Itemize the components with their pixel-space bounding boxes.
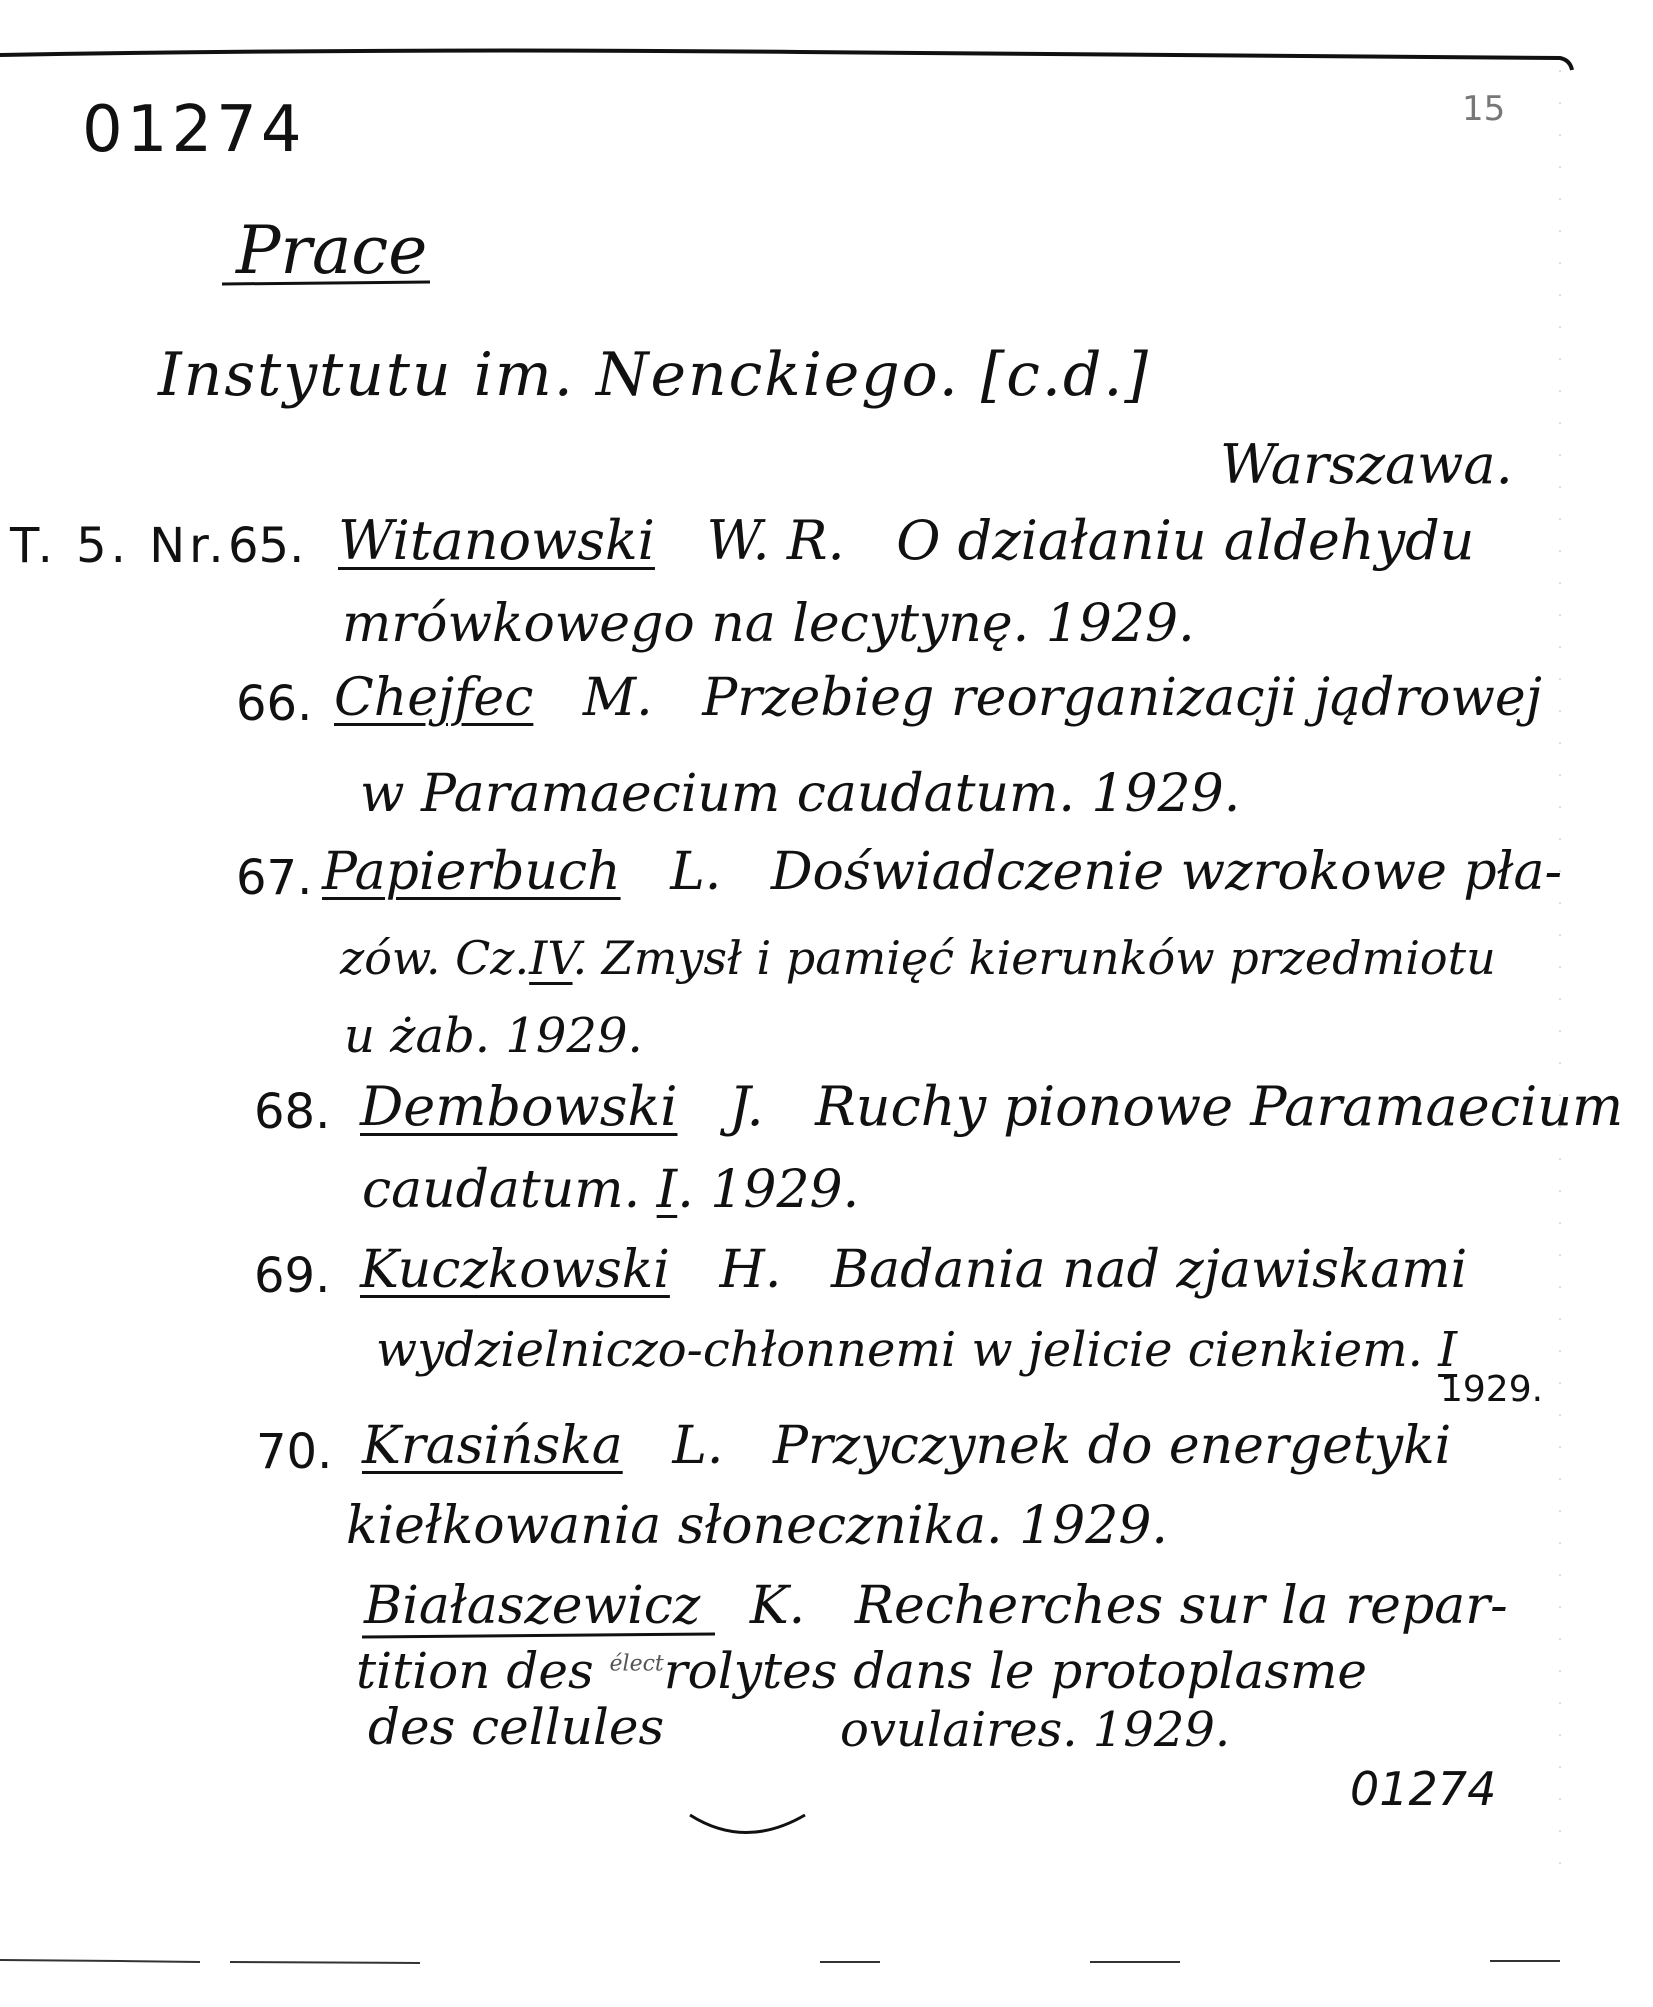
entry-initials: W. R. <box>706 509 845 572</box>
entry-number: 68. <box>254 1084 331 1140</box>
entry-number: 69. <box>254 1248 331 1304</box>
entry-title-line2: mrówkowego na lecytynę. 1929. <box>342 594 1195 654</box>
entry-line <box>362 1416 1452 1476</box>
entry-initials: H. <box>719 1240 782 1300</box>
card-title: Prace <box>236 212 428 289</box>
entry-title-line1: Przyczynek do energetyki <box>772 1416 1452 1476</box>
entry-line <box>322 842 1563 902</box>
entry-line <box>338 509 1475 572</box>
entry-part: IV <box>529 931 573 985</box>
entry-year: 1929. <box>1440 1369 1544 1410</box>
entry-author: Krasińska <box>362 1416 623 1476</box>
entry-title-line2: w Paramaecium caudatum. 1929. <box>360 764 1241 824</box>
entry-title-line1: Przebieg reorganizacji jądrowej <box>702 668 1542 728</box>
entry-title-line1: O działaniu aldehydu <box>896 509 1475 572</box>
entry-title-line2 <box>376 1322 1458 1378</box>
entry-title-line2-rest: . 1929. <box>677 1160 860 1220</box>
entry-initials: K. <box>749 1576 806 1636</box>
entry-title-line3-a: des cellules <box>368 1698 665 1756</box>
entry-line <box>334 668 1542 728</box>
entry-title-line2-rest: . Zmysł i pamięć kierunków przedmiotu <box>572 931 1496 985</box>
entry-line <box>360 1240 1468 1300</box>
entry-line <box>360 1075 1624 1138</box>
entry-author: Dembowski <box>360 1075 678 1138</box>
entry-author: Papierbuch <box>322 842 621 902</box>
entry-number: 70. <box>256 1424 333 1480</box>
entry-title-line2 <box>340 931 1496 985</box>
entry-number: 66. <box>236 676 313 732</box>
entry-title-line2 <box>356 1642 1367 1700</box>
entry-initials: J. <box>728 1075 764 1138</box>
entry-line <box>364 1576 1508 1636</box>
entry-title-line2-b: rolytes dans le protoplasme <box>663 1642 1367 1700</box>
entry-title-line2: kiełkowania słonecznika. 1929. <box>346 1496 1168 1556</box>
series-label: T. 5. Nr. <box>10 518 228 574</box>
entry-part: I <box>656 1160 678 1220</box>
entry-insertion: élect <box>609 1651 664 1677</box>
entry-title-line3-b: ovulaires. 1929. <box>840 1702 1231 1758</box>
card-number-bottom: 01274 <box>1350 1762 1497 1816</box>
entry-initials: M. <box>582 668 653 728</box>
entry-author: Chejfec <box>334 668 534 728</box>
entry-initials: L. <box>672 1416 724 1476</box>
entry-author: Kuczkowski <box>360 1240 670 1300</box>
entry-title-line2-a: tition des <box>356 1642 594 1700</box>
entry-title-line2-prefix: caudatum. <box>362 1160 641 1220</box>
entry-title-line1: Ruchy pionowe Paramaecium <box>815 1075 1624 1138</box>
pen-stroke-mark <box>690 1815 805 1833</box>
entry-title-line1: Recherches sur la repar- <box>854 1576 1508 1636</box>
entry-title-line2-prefix: zów. Cz. <box>340 931 530 985</box>
entry-title-line2 <box>362 1160 860 1220</box>
page-mark: 15 <box>1462 89 1506 129</box>
entry-title-line3: u żab. 1929. <box>344 1008 643 1064</box>
entry-title-line1: Badania nad zjawiskami <box>830 1240 1468 1300</box>
entry-initials: L. <box>670 842 722 902</box>
card-subtitle: Instytutu im. Nenckiego. [c.d.] <box>158 340 1150 410</box>
entry-number: 65. <box>228 518 305 574</box>
entry-number: 67. <box>236 850 313 906</box>
card-number-top: 01274 <box>82 93 306 167</box>
entry-title-line1: Doświadczenie wzrokowe pła- <box>770 842 1563 902</box>
entry-part: I <box>1438 1322 1458 1378</box>
entry-title-line2-text: wydzielniczo-chłonnemi w jelicie cienkiem. <box>376 1322 1423 1378</box>
entry-author: Witanowski <box>338 509 655 572</box>
card-city: Warszawa. <box>1220 433 1513 496</box>
entry-author: Białaszewicz <box>364 1576 701 1636</box>
